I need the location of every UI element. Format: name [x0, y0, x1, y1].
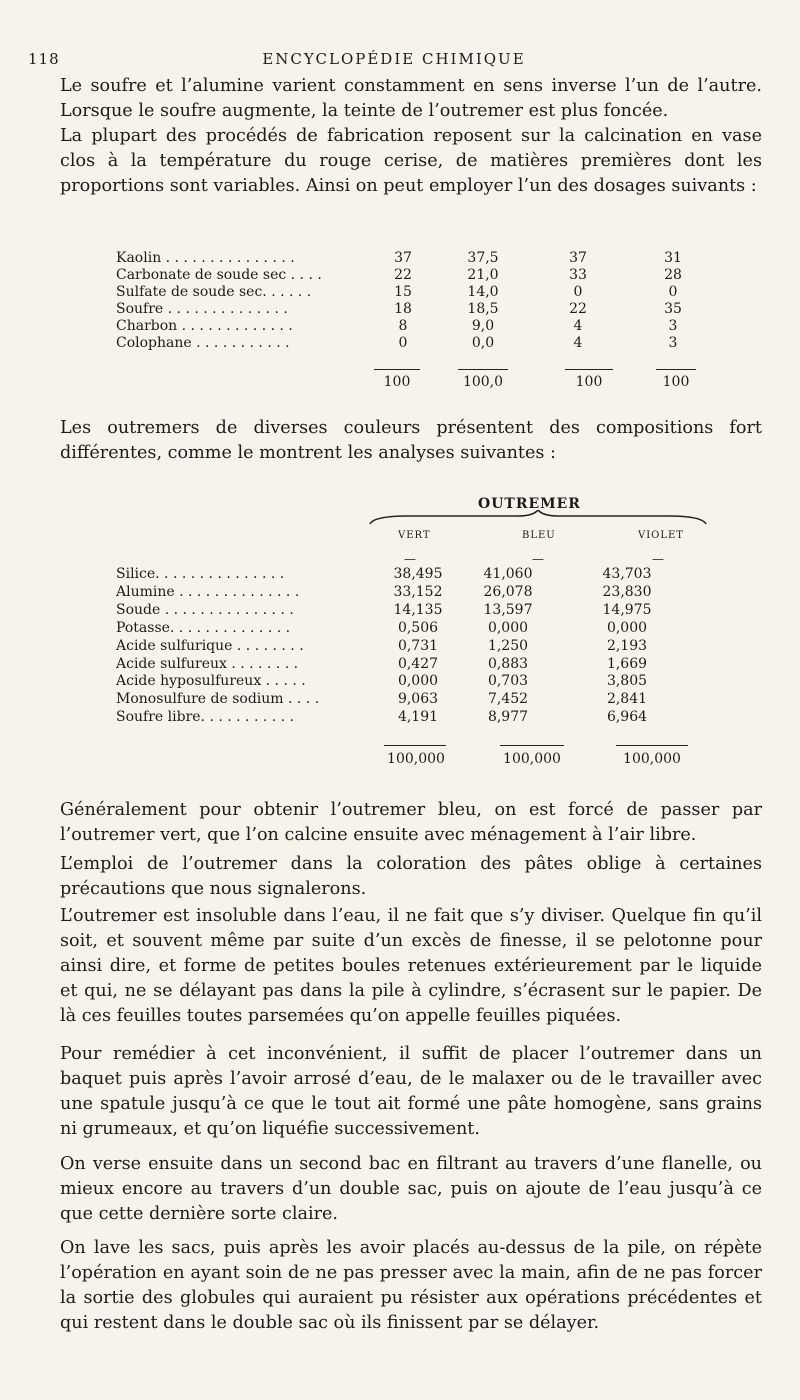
cell-value: 13,597	[483, 601, 533, 618]
column-header-vert: VERT	[398, 530, 431, 541]
cell-value: 0,703	[487, 673, 529, 690]
cell-value: 21,0	[467, 267, 499, 283]
cell-value: 22	[394, 267, 412, 283]
paragraph-7: Pour remédier à cet inconvénient, il suffit de placer l’outremer dans un baquet puis après l’avoir arrosé d’eau, de le malaxer ou de le travailler avec une spatule jusqu’à ce que le tout ait formé une pâte homogène, sans grains ni grumeaux, et qu’on liquéfie successivement.	[60, 1044, 762, 1139]
cell-value: 41,060	[483, 566, 533, 582]
cell-value: 9,063	[397, 691, 439, 708]
cell-value: 0,0	[471, 335, 495, 351]
cell-value: 0,427	[397, 655, 439, 672]
table-row	[116, 709, 688, 727]
cell-value: 37	[394, 250, 412, 266]
table-row	[116, 284, 718, 301]
cell-value: 38,495	[393, 566, 443, 582]
table-row	[116, 656, 688, 674]
cell-value: 0,000	[397, 673, 439, 690]
cell-value: 0,731	[397, 637, 439, 654]
row-label: Soude . . . . . . . . . . . . . . .	[116, 601, 294, 618]
row-label: Soufre libre. . . . . . . . . . .	[116, 709, 294, 726]
row-label: Acide sulfurique . . . . . . . .	[116, 637, 304, 654]
total-value: 100,000	[387, 751, 445, 767]
paragraph-2: La plupart des procédés de fabrication reposent sur la calcination en vase clos à la température du rouge cerise, de matières premières dont les proportions sont variables. Ainsi on peut employer l’un des dosages suivants :	[60, 126, 762, 196]
total-value: 100	[575, 374, 603, 390]
cell-value: 1,250	[487, 637, 529, 654]
total-value: 100,000	[623, 751, 681, 767]
table-row	[116, 638, 688, 656]
total-rule	[500, 745, 564, 746]
paragraph-8: On verse ensuite dans un second bac en filtrant au travers d’une flanelle, ou mieux encore au travers d’un double sac, puis on ajoute de l’eau jusqu’à ce que cette dernière sorte claire.	[60, 1154, 762, 1224]
cell-value: 0,883	[487, 655, 529, 672]
cell-value: 4	[573, 335, 583, 351]
cell-value: 28	[664, 267, 682, 283]
cell-value: 14,0	[467, 284, 499, 300]
column-dash: —	[532, 552, 544, 566]
cell-value: 18	[394, 301, 412, 317]
group-brace	[368, 510, 708, 528]
table-row	[116, 335, 718, 352]
cell-value: 3,805	[606, 673, 648, 690]
table-row	[116, 301, 718, 318]
cell-value: 4	[573, 318, 583, 334]
paragraph-3: Les outremers de diverses couleurs présentent des compositions fort différentes, comme le montrent les analyses suivantes :	[60, 418, 762, 463]
cell-value: 2,193	[606, 637, 648, 654]
cell-value: 9,0	[471, 318, 495, 334]
table-row	[116, 267, 718, 284]
table-row	[116, 691, 688, 709]
cell-value: 6,964	[606, 709, 648, 726]
cell-value: 3	[668, 335, 678, 351]
cell-value: 0,000	[606, 619, 648, 636]
cell-value: 37	[569, 250, 587, 266]
table-row	[116, 602, 688, 620]
cell-value: 14,975	[602, 601, 652, 618]
cell-value: 23,830	[602, 583, 652, 600]
cell-value: 14,135	[393, 601, 443, 618]
running-title: ENCYCLOPÉDIE CHIMIQUE	[262, 50, 526, 68]
cell-value: 22	[569, 301, 587, 317]
total-rule	[384, 745, 446, 746]
cell-value: 0	[573, 284, 583, 300]
column-header-violet: VIOLET	[638, 530, 684, 541]
cell-value: 15	[394, 284, 412, 300]
total-value: 100	[383, 374, 411, 390]
total-value: 100	[662, 374, 690, 390]
cell-value: 0	[668, 284, 678, 300]
cell-value: 37,5	[467, 250, 499, 266]
cell-value: 4,191	[397, 709, 439, 726]
page-number: 118	[28, 50, 60, 68]
cell-value: 0,000	[487, 619, 529, 636]
cell-value: 18,5	[467, 301, 499, 317]
row-label: Carbonate de soude sec . . . .	[116, 267, 322, 283]
cell-value: 2,841	[606, 691, 648, 708]
row-label: Kaolin . . . . . . . . . . . . . . .	[116, 250, 295, 266]
total-rule	[656, 369, 696, 370]
row-label: Monosulfure de sodium . . . .	[116, 691, 320, 708]
cell-value: 35	[664, 301, 682, 317]
dosage-table	[116, 250, 718, 352]
row-label: Colophane . . . . . . . . . . .	[116, 335, 290, 351]
row-label: Acide sulfureux . . . . . . . .	[116, 655, 299, 672]
paragraph-4: Généralement pour obtenir l’outremer bleu, on est forcé de passer par l’outremer vert, que l’on calcine ensuite avec ménagement à l’air libre.	[60, 800, 762, 845]
row-label: Potasse. . . . . . . . . . . . . .	[116, 619, 291, 636]
total-value: 100,000	[503, 751, 561, 767]
paragraph-5: L’emploi de l’outremer dans la coloration des pâtes oblige à certaines précautions que nous signalerons.	[60, 854, 762, 899]
total-rule	[374, 369, 420, 370]
row-label: Sulfate de soude sec. . . . . .	[116, 284, 312, 300]
total-rule	[565, 369, 613, 370]
table-row	[116, 584, 688, 602]
row-label: Silice. . . . . . . . . . . . . . .	[116, 566, 285, 582]
cell-value: 33	[569, 267, 587, 283]
total-value: 100,0	[462, 374, 504, 390]
table-row	[116, 318, 718, 335]
row-label: Charbon . . . . . . . . . . . . .	[116, 318, 293, 334]
cell-value: 33,152	[393, 583, 443, 600]
cell-value: 8,977	[487, 709, 529, 726]
cell-value: 1,669	[606, 655, 648, 672]
row-label: Soufre . . . . . . . . . . . . . .	[116, 301, 288, 317]
row-label: Alumine . . . . . . . . . . . . . .	[116, 583, 300, 600]
group-label: OUTREMER	[478, 496, 581, 512]
column-header-bleu: BLEU	[522, 530, 556, 541]
cell-value: 31	[664, 250, 682, 266]
table-row	[116, 250, 718, 267]
cell-value: 8	[398, 318, 408, 334]
column-dash: —	[404, 552, 416, 566]
running-header	[28, 50, 760, 74]
paragraph-6: L’outremer est insoluble dans l’eau, il ne fait que s’y diviser. Quelque fin qu’il soit, et souvent même par suite d’un excès de finesse, il se pelotonne pour ainsi dire, et forme de petites boules retenues extérieurement par le liquide et qui, ne se délayant pas dans la pile à cylindre, s’écrasent sur le papier. De là ces feuilles toutes parsemées qu’on appelle feuilles piquées.	[60, 906, 762, 1026]
row-label: Acide hyposulfureux . . . . .	[116, 673, 306, 690]
column-dash: —	[652, 552, 664, 566]
cell-value: 43,703	[602, 566, 652, 582]
cell-value: 26,078	[483, 583, 533, 600]
total-rule	[616, 745, 688, 746]
table-row	[116, 566, 688, 584]
cell-value: 0	[398, 335, 408, 351]
cell-value: 3	[668, 318, 678, 334]
paragraph-9: On lave les sacs, puis après les avoir placés au-dessus de la pile, on répète l’opération en ayant soin de ne pas presser avec la main, afin de ne pas forcer la sortie des globules qui auraient pu résister aux opérations précédentes et qui restent dans le double sac où ils finissent par se délayer.	[60, 1238, 762, 1333]
table-row	[116, 673, 688, 691]
cell-value: 0,506	[397, 619, 439, 636]
total-rule	[458, 369, 508, 370]
paragraph-1: Le soufre et l’alumine varient constamment en sens inverse l’un de l’autre. Lorsque le soufre augmente, la teinte de l’outremer est plus foncée.	[60, 76, 762, 121]
cell-value: 7,452	[487, 691, 529, 708]
analysis-table	[116, 566, 688, 727]
table-row	[116, 620, 688, 638]
